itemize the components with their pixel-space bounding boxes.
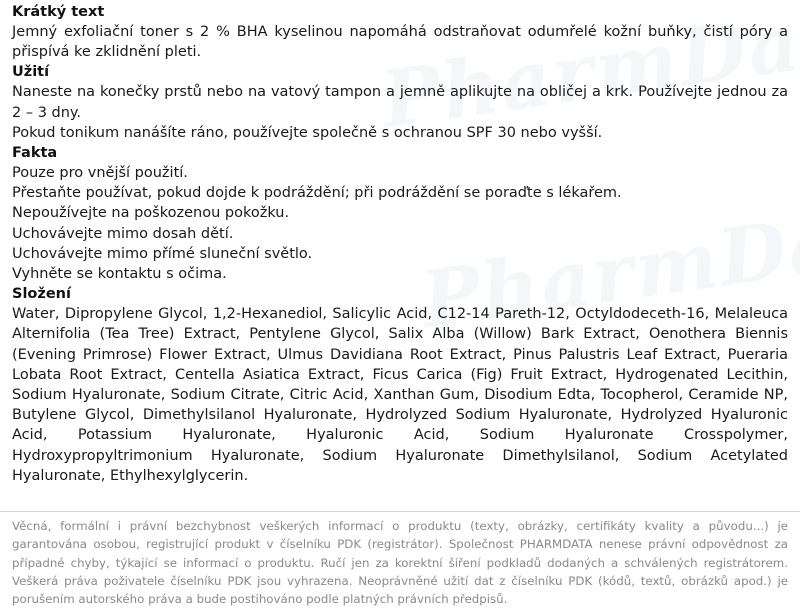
fact-line: Pouze pro vnější použití. [12, 165, 188, 182]
section-title-usage: Užití [12, 64, 50, 81]
product-info [12, 0, 788, 486]
short-text-body: Jemný exfoliační toner s 2 % BHA kyselinou napomáhá odstraňovat odumřelé kožní buňky, čistí póry a přispívá ke zklidnění pleti. [12, 24, 788, 61]
section-facts [12, 143, 788, 284]
section-title-facts: Fakta [12, 145, 58, 162]
section-ingredients [12, 284, 788, 486]
legal-disclaimer: Věcná, formální i právní bezchybnost veškerých informací o produktu (texty, obrázky, certifikáty kvality a původu...) je garantována osobou, registrující produkt v číselníku PDK (registrátor). Společnost PHARMDATA nenese právní odpovědnost za případné chyby, týkající se informací o produktu. Ručí jen za korektní šíření podkladů dodaných a schválených registrátorem. Veškerá práva poživatele číselníku PDK jsou vyhrazena. Neoprávněné užití dat z číselníku PDK (kódů, textů, obrázků apod.) je porušením autorského práva a bude postihováno podle platných právních předpisů. [12, 519, 788, 607]
fact-line: Přestaňte používat, pokud dojde k podráždění; při podráždění se poraďte s lékařem. [12, 185, 622, 202]
section-title-short-text: Krátký text [12, 4, 105, 20]
ingredients-body: Water, Dipropylene Glycol, 1,2-Hexanediol, Salicylic Acid, C12-14 Pareth-12, Octyldodeceth-16, Melaleuca Alternifolia (Tea Tree) Extract, Pentylene Glycol, Salix Alba (Willow) Bark Extract, Oenothera Biennis (Evening Primrose) Flower Extract, Ulmus Davidiana Root Extract, Pinus Palustris Leaf Extract, Pueraria Lobata Root Extract, Centella Asiatica Extract, Ficus Carica (Fig) Fruit Extract, Hydrogenated Lecithin, Sodium Hyaluronate, Sodium Citrate, Citric Acid, Xanthan Gum, Disodium Edta, Tocopherol, Ceramide NP, Butylene Glycol, Dimethylsilanol Hyaluronate, Hydrolyzed Sodium Hyaluronate, Hydrolyzed Hyaluronic Acid, Potassium Hyaluronate, Hyaluronic Acid, Sodium Hyaluronate Crosspolymer, Hydroxypropyltrimonium Hyaluronate, Sodium Hyaluronate Dimethylsilanol, Sodium Acetylated Hyaluronate, Ethylhexylglycerin. [12, 306, 788, 484]
section-usage [12, 62, 788, 143]
section-title-ingredients: Složení [12, 286, 71, 303]
usage-line: Naneste na konečky prstů nebo na vatový tampon a jemně aplikujte na obličej a krk. Používejte jednou za 2 – 3 dny. [12, 84, 788, 121]
section-short-text [12, 2, 788, 62]
footer-divider [0, 511, 800, 512]
fact-line: Uchovávejte mimo přímé sluneční světlo. [12, 245, 313, 262]
usage-line: Pokud tonikum nanášíte ráno, používejte společně s ochranou SPF 30 nebo vyšší. [12, 124, 603, 141]
fact-line: Uchovávejte mimo dosah dětí. [12, 225, 234, 242]
fact-line: Nepoužívejte na poškozenou pokožku. [12, 205, 290, 222]
fact-line: Vyhněte se kontaktu s očima. [12, 266, 227, 283]
